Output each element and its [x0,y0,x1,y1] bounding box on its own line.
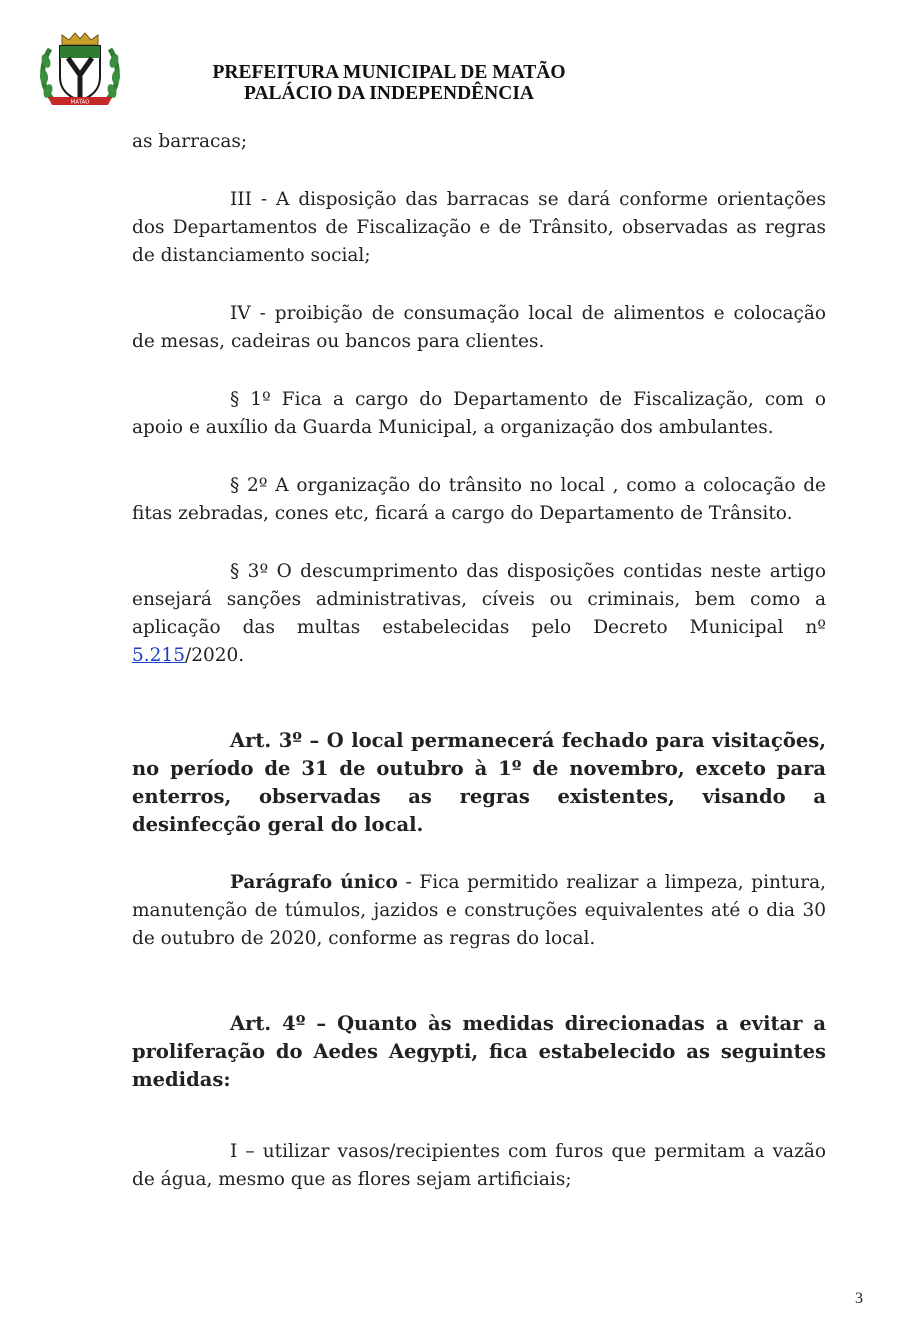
sole-paragraph [132,869,826,953]
paragraph-3 [132,558,826,670]
decree-link[interactable]: 5.215 [132,645,185,666]
crest-ribbon-text: MATÃO [70,99,90,106]
item-iii: III - A disposição das barracas se dará conforme orientações dos Departamentos de Fiscalização e de Trânsito, observadas as regras de distanciamento social; [132,189,826,266]
article-3: Art. 3º – O local permanecerá fechado para visitações, no período de 31 de outubro à 1º de novembro, exceto para enterros, observadas as regras existentes, visando a desinfecção geral do local. [132,729,826,836]
article-4: Art. 4º – Quanto às medidas direcionadas a evitar a proliferação do Aedes Aegypti, fica estabelecido as seguintes medidas: [132,1012,826,1091]
paragraph-1: § 1º Fica a cargo do Departamento de Fiscalização, com o apoio e auxílio da Guarda Municipal, a organização dos ambulantes. [132,389,826,438]
municipal-crest-icon [38,31,122,109]
header-line-1: PREFEITURA MUNICIPAL DE MATÃO [212,62,566,83]
sole-paragraph-text: - Fica permitido realizar a limpeza, pintura, manutenção de túmulos, jazidos e construções equivalentes até o dia 30 de outubro de 2020, conforme as regras do local. [132,872,827,949]
document-body [132,128,826,1194]
paragraph-3-end: /2020. [184,645,245,666]
paragraph-3-text: § 3º O descumprimento das disposições contidas neste artigo ensejará sanções administrativas, cíveis ou criminais, bem como a aplicação das multas estabelecidas pelo Decreto Municipal nº [132,561,826,638]
item-iv: IV - proibição de consumação local de alimentos e colocação de mesas, cadeiras ou bancos para clientes. [132,303,826,352]
item-i: I – utilizar vasos/recipientes com furos que permitam a vazão de água, mesmo que as flores sejam artificiais; [132,1141,826,1190]
page-header [0,0,900,125]
sole-paragraph-label: Parágrafo único [230,872,398,893]
paragraph-2: § 2º A organização do trânsito no local , como a colocação de fitas zebradas, cones etc, ficará a cargo do Departamento de Trânsito. [132,475,826,524]
header-title [168,62,610,104]
header-line-2: PALÁCIO DA INDEPENDÊNCIA [244,83,534,104]
continued-paragraph: as barracas; [132,131,248,152]
page-number: 3 [855,1290,863,1307]
